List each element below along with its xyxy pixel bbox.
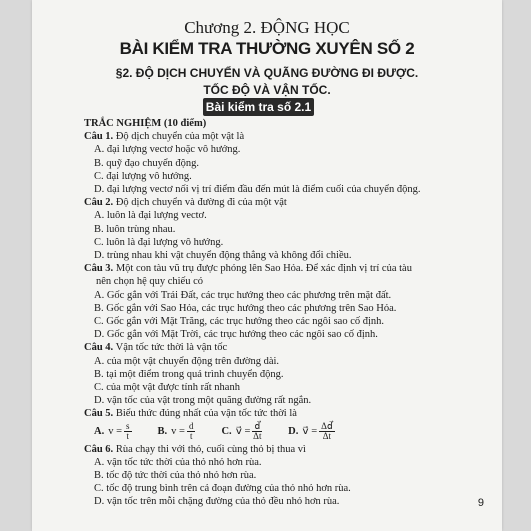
answer-option: D. vận tốc của vật trong một quãng đường rất ngắn. (94, 395, 312, 407)
test-number-badge: Bài kiểm tra số 2.1 (203, 98, 314, 116)
answer-option: A. Gốc gắn với Trái Đất, các trục hướng theo các phương trên mặt đất. (94, 289, 392, 301)
fraction (252, 422, 262, 441)
question-text-continued: nên chọn hệ quy chiếu có (96, 276, 204, 288)
section-title-line-2: TỐC ĐỘ VÀ VẬN TỐC. (203, 83, 331, 97)
answer-option: B. Gốc gắn với Sao Hỏa, các trục hướng theo các phương trên Sao Hỏa. (94, 302, 397, 314)
chapter-heading: Chương 2. ĐỘNG HỌC (184, 18, 350, 37)
numerator: Δd⃗ (321, 421, 333, 432)
answer-option: B. tại một điểm trong quá trình chuyển động. (94, 368, 284, 380)
fraction (319, 422, 335, 441)
question-text: Độ dịch chuyển và đường đi của một vật (115, 197, 287, 209)
option-label: D. (288, 426, 299, 438)
formula-lhs: v⃗ = (302, 426, 318, 438)
answer-option: C. Gốc gắn với Mặt Trăng, các trục hướng theo các ngôi sao cố định. (94, 316, 385, 328)
question-5 (84, 407, 459, 420)
page-number: 9 (477, 497, 484, 509)
formula-lhs: v⃗ = (235, 426, 251, 438)
formula-lhs: v = (171, 426, 185, 438)
question-text: Vận tốc tức thời là vận tốc (115, 342, 228, 354)
answer-option: D. vận tốc trên mỗi chặng đường của thỏ đều nhỏ hơn rùa. (94, 496, 340, 508)
numerator: d⃗ (254, 421, 261, 432)
numerator: d (188, 421, 194, 432)
question-label: Câu 1. (84, 131, 114, 143)
answer-option: A. của một vật chuyển động trên đường dài. (94, 355, 280, 367)
answer-option: C. đại lượng vô hướng. (94, 170, 192, 182)
answer-option: D. trùng nhau khi vật chuyển động thẳng và không đổi chiều. (94, 250, 352, 262)
answer-option: B. quỹ đạo chuyển động. (94, 157, 199, 169)
question-2 (84, 196, 459, 209)
question-text: Một con tàu vũ trụ được phóng lên Sao Hỏa. Để xác định vị trí của tàu (115, 263, 412, 275)
answer-option: D. đại lượng vectơ nối vị trí điểm đầu đến mút là điểm cuối của chuyển động. (94, 184, 421, 196)
question-text: Biểu thức đúng nhất của vận tốc tức thời là (115, 408, 297, 420)
denominator: Δt (322, 431, 332, 442)
answer-option: C. của một vật được tính rất nhanh (94, 382, 240, 394)
question-4 (84, 341, 459, 354)
option-label: C. (221, 426, 232, 438)
formula-lhs: v = (108, 426, 123, 438)
formula-option-a (94, 422, 132, 441)
part-heading: TRẮC NGHIỆM (10 điểm) (84, 118, 207, 129)
question-list (84, 117, 459, 509)
formula-options (84, 421, 459, 443)
question-label: Câu 2. (84, 197, 114, 209)
answer-option: C. luôn là đại lượng vô hướng. (94, 236, 224, 248)
question-label: Câu 6. (84, 443, 114, 455)
answer-option: C. tốc độ trung bình trên cả đoạn đường của thỏ nhỏ hơn rùa. (94, 483, 351, 495)
option-label: A. (94, 426, 105, 438)
question-1 (84, 130, 459, 143)
numerator: s (126, 421, 130, 432)
denominator: Δt (253, 431, 262, 442)
question-label: Câu 5. (84, 408, 114, 420)
formula-option-c (221, 422, 262, 441)
answer-option: B. tốc độ tức thời của thỏ nhỏ hơn rùa. (94, 470, 257, 482)
answer-option: A. vận tốc tức thời của thỏ nhỏ hơn rùa. (94, 456, 262, 468)
question-text: Rùa chạy thi với thỏ, cuối cùng thỏ bị thua vì (115, 443, 306, 455)
formula-option-d (288, 422, 335, 441)
option-label: B. (157, 426, 168, 438)
section-title-line-1: §2. ĐỘ DỊCH CHUYỂN VÀ QUÃNG ĐƯỜNG ĐI ĐƯỢC. (115, 66, 419, 80)
fraction (187, 422, 196, 441)
question-text: Độ dịch chuyển của một vật là (115, 131, 245, 143)
question-6 (84, 443, 459, 456)
question-label: Câu 3. (84, 263, 114, 275)
answer-option: D. Gốc gắn với Mặt Trời, các trục hướng theo các ngôi sao cố định. (94, 329, 378, 341)
denominator: t (189, 431, 193, 442)
question-3 (84, 262, 459, 275)
fraction (124, 422, 132, 441)
test-title: BÀI KIỂM TRA THƯỜNG XUYÊN SỐ 2 (119, 39, 415, 58)
question-label: Câu 4. (84, 342, 114, 354)
answer-option: A. đại lượng vectơ hoặc vô hướng. (94, 144, 241, 156)
denominator: t (126, 431, 130, 442)
answer-option: B. luôn trùng nhau. (94, 223, 176, 235)
formula-option-b (158, 422, 196, 441)
answer-option: A. luôn là đại lượng vectơ. (94, 210, 207, 222)
book-page (32, 0, 502, 531)
